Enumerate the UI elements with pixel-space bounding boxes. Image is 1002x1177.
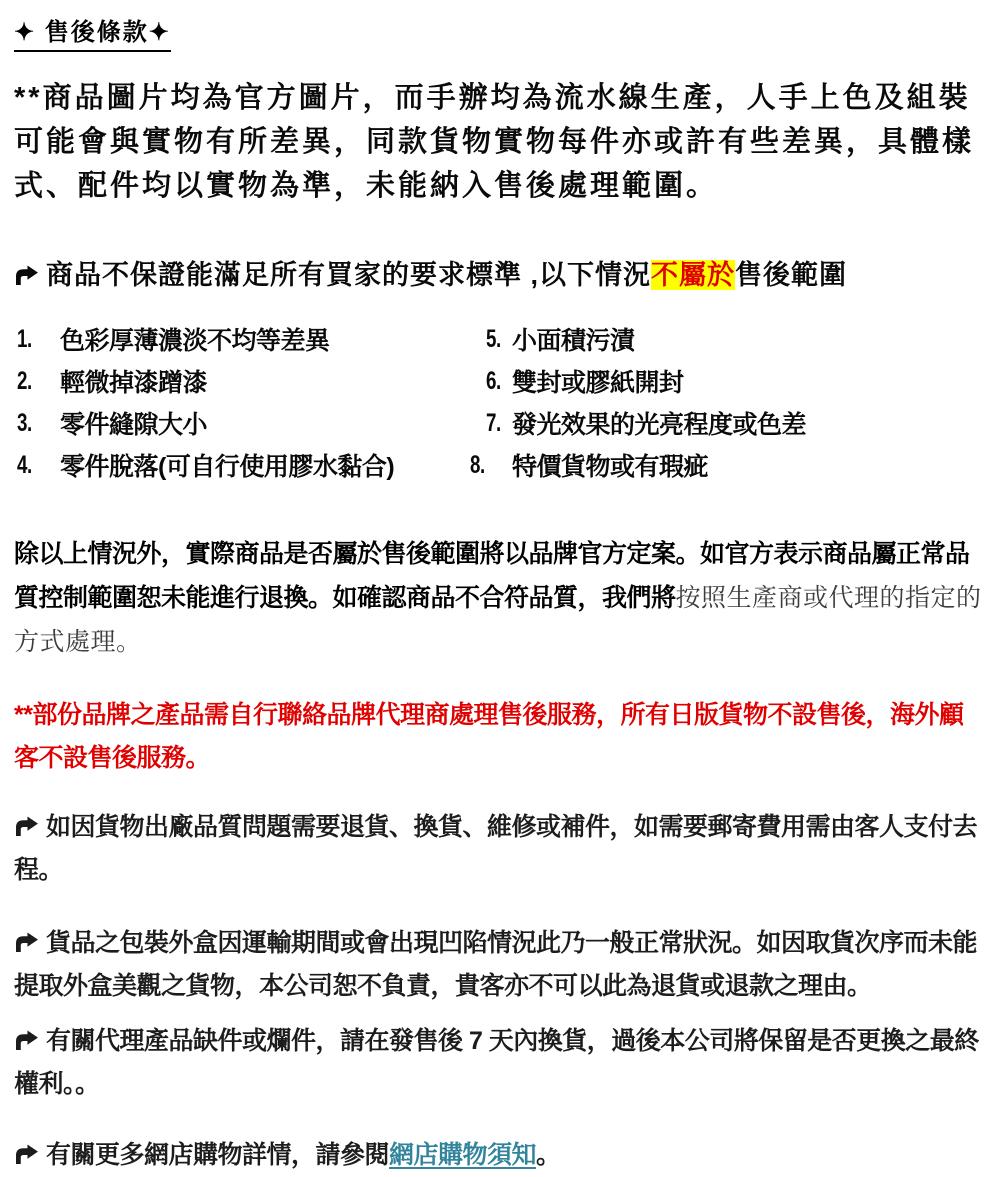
exclusion-item-5	[470, 318, 986, 360]
notice-line	[14, 260, 986, 290]
item-number: 2.	[17, 366, 32, 395]
exclusion-item-7	[470, 402, 986, 444]
curved-arrow-icon	[14, 816, 39, 837]
item-text: 零件縫隙大小	[60, 411, 208, 439]
exclusion-item-6	[470, 360, 986, 402]
item-number: 4.	[17, 450, 32, 479]
item-number: 3.	[17, 408, 32, 437]
item-text: 特價貨物或有瑕疵	[512, 453, 709, 481]
exclusion-list	[14, 318, 986, 486]
point-returns-shipping	[14, 806, 986, 892]
point-text: 有關代理產品缺件或爛件，請在發售後 7 天內換貨，過後本公司將保留是否更換之最終權利。。	[14, 1027, 979, 1098]
point-packaging-dents	[14, 922, 986, 1008]
exclusion-item-3	[14, 402, 470, 444]
exclusion-item-8	[470, 444, 986, 486]
exclusion-column-right	[470, 318, 986, 486]
item-text: 色彩厚薄濃淡不均等差異	[60, 327, 330, 355]
policy-main-text: 除以上情況外，實際商品是否屬於售後範圍將以品牌官方定案。如官方表示商品屬正常品質控制範圍恕未能進行退換。如確認商品不合符品質，我們將	[14, 540, 970, 612]
point-missing-parts-exchange	[14, 1020, 986, 1106]
page-title: ✦ 售後條款✦	[14, 12, 171, 52]
curved-arrow-icon	[14, 265, 39, 286]
notice-pre-text: 商品不保證能滿足所有買家的要求標準 ,以下情況	[46, 260, 652, 290]
exclusion-item-4	[14, 444, 470, 486]
item-number: 8.	[470, 450, 485, 479]
exclusion-item-2	[14, 360, 470, 402]
policy-emphasis-text: 按照生產商或代理的指定的方式處理。	[14, 584, 982, 656]
point-text: 有關更多網店購物詳情，請參閱	[46, 1141, 390, 1169]
policy-paragraph	[14, 532, 986, 664]
curved-arrow-icon	[14, 932, 39, 953]
item-number: 7.	[486, 408, 501, 437]
exclusion-item-1	[14, 318, 470, 360]
item-text: 小面積污漬	[512, 327, 635, 355]
shop-guide-link[interactable]: 網店購物須知	[389, 1141, 537, 1169]
red-warning-paragraph: **部份品牌之產品需自行聯絡品牌代理商處理售後服務，所有日版貨物不設售後，海外顧客不設售後服務。	[14, 701, 964, 772]
curved-arrow-icon	[14, 1030, 39, 1051]
point-text: 如因貨物出廠品質問題需要退貨、換貨、維修或補件，如需要郵寄費用需由客人支付去程。	[14, 813, 978, 884]
item-text: 雙封或膠紙開封	[512, 369, 684, 397]
item-number: 1.	[17, 324, 32, 353]
notice-post-text: 售後範圍	[735, 260, 848, 290]
point-text: 貨品之包裝外盒因運輸期間或會出現凹陷情況此乃一般正常狀況。如因取貨次序而未能提取外盒美觀之貨物，本公司恕不負責，貴客亦不可以此為退貨或退款之理由。	[14, 929, 978, 1000]
exclusion-column-left	[14, 318, 470, 486]
curved-arrow-icon	[14, 1144, 39, 1165]
item-text: 輕微掉漆蹭漆	[60, 369, 208, 397]
item-text: 零件脫落(可自行使用膠水黏合)	[60, 453, 395, 481]
point-text: 。	[536, 1141, 561, 1169]
item-number: 6.	[486, 366, 501, 395]
notice-highlight-text: 不屬於	[651, 260, 736, 290]
point-more-info	[14, 1134, 986, 1177]
item-text: 發光效果的光亮程度或色差	[512, 411, 807, 439]
item-number: 5.	[486, 324, 501, 353]
intro-paragraph: **商品圖片均為官方圖片，而手辦均為流水線生產，人手上色及組裝可能會與實物有所差異，同款貨物實物每件亦或許有些差異，具體樣式、配件均以實物為準，未能納入售後處理範圍。	[14, 82, 975, 202]
